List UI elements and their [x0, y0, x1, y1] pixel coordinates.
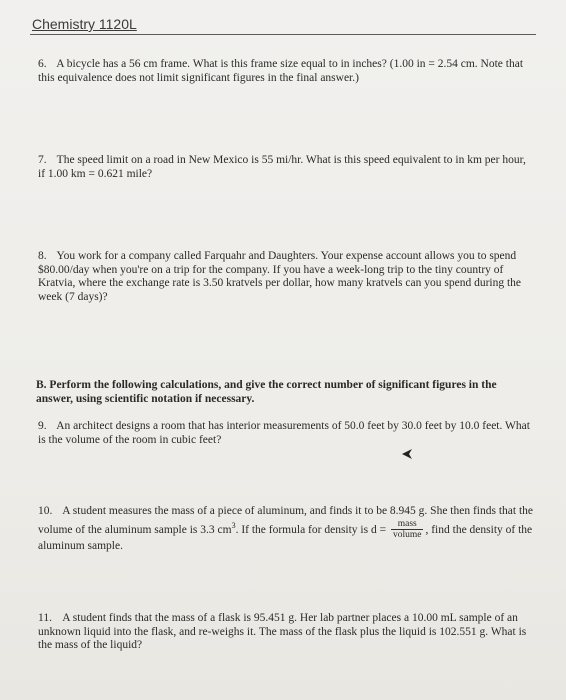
section-b-instructions: B. Perform the following calculations, and give the correct number of significant figures in the answer, using scientific notation if necessary. [36, 379, 497, 405]
question-number: 6. [38, 58, 47, 70]
question-number: 11. [38, 612, 52, 624]
superscript-exponent: 3 [231, 520, 236, 530]
question-text: The speed limit on a road in New Mexico is 55 mi/hr. What is this speed equivalent to in km per hour, if 1.00 km = 0.621 mile? [38, 154, 526, 180]
question-text-part-b: . If the formula for density is d = [235, 523, 387, 536]
question-text-part-a: A student measures the mass of a piece of aluminum, and finds it to be 8.945 g. She then finds that the volume of the aluminum sample is 3.3 cm [38, 505, 534, 536]
question-11 [38, 612, 532, 653]
question-8 [38, 250, 534, 304]
question-9 [38, 420, 532, 447]
question-text-part-c: , find the density of the aluminum sample. [38, 523, 533, 553]
question-6 [38, 58, 528, 85]
question-10 [38, 505, 534, 554]
question-number: 10. [38, 505, 53, 517]
question-text: A student finds that the mass of a flask is 95.451 g. Her lab partner places a 10.00 mL sample of an unknown liquid into the flask, and re-weighs it. The mass of the flask plus the liquid is 102.551 g. What is the mass of the liquid? [38, 612, 527, 651]
question-text: You work for a company called Farquahr and Daughters. Your expense account allows you to spend $80.00/day when you're on a trip for the company. If you have a week-long trip to the tiny country of Kratvia, where the exchange rate is 3.50 kratvels per dollar, how many kratvels can you spend during the week (7 days)? [38, 250, 522, 303]
fraction-numerator: mass [391, 519, 424, 530]
question-number: 7. [38, 154, 47, 166]
mouse-pointer-icon [400, 447, 414, 461]
course-title: Chemistry 1120L [32, 16, 137, 32]
question-number: 8. [38, 250, 47, 262]
fraction-denominator: volume [392, 530, 422, 541]
density-fraction [391, 519, 424, 540]
page-header [30, 8, 536, 35]
question-number: 9. [38, 420, 47, 432]
question-7 [38, 154, 530, 181]
question-text: An architect designs a room that has interior measurements of 50.0 feet by 30.0 feet by 10.0 feet. What is the volume of the room in cubic feet? [38, 420, 530, 446]
question-text: A bicycle has a 56 cm frame. What is this frame size equal to in inches? (1.00 in = 2.54 cm. Note that this equivalence does not limit significant figures in the final answer.) [38, 58, 524, 84]
